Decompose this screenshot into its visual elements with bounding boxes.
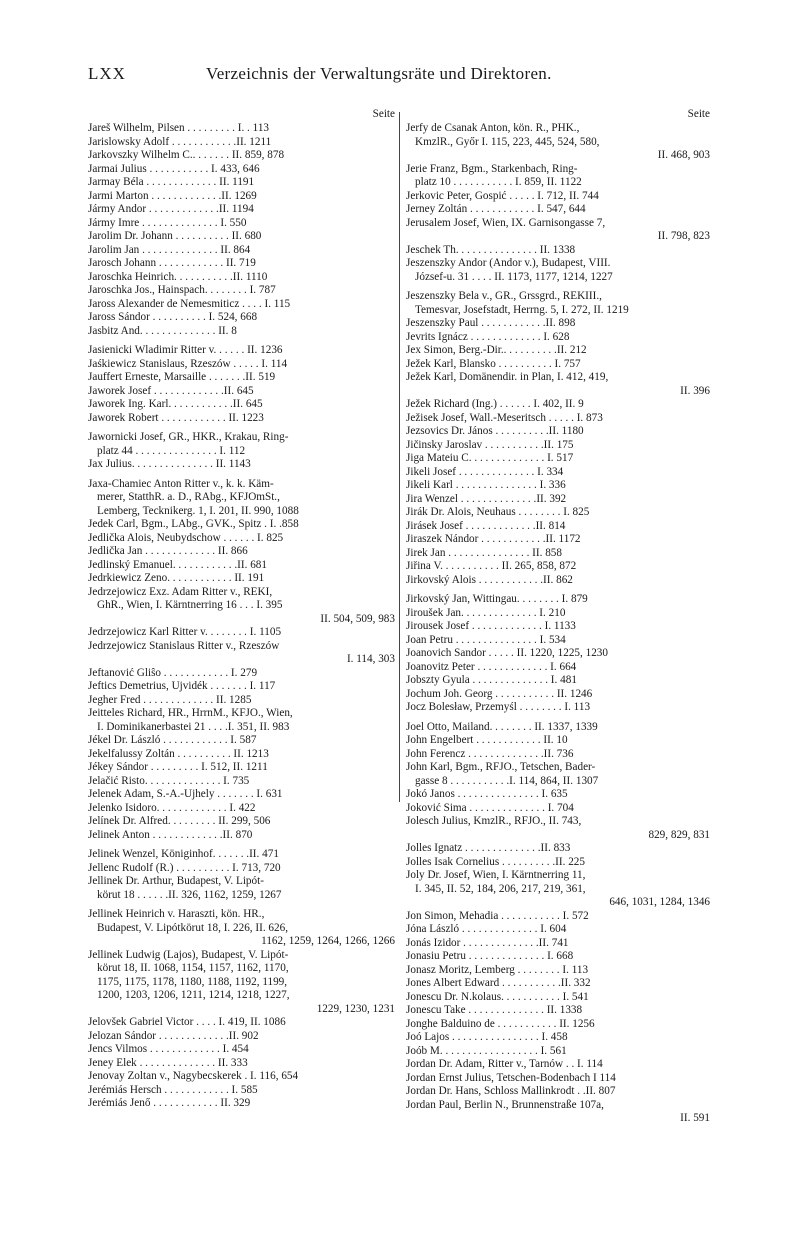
entry-line: Jerie Franz, Bgm., Starkenbach, Ring- [406, 162, 578, 175]
index-entry [88, 458, 395, 472]
entry-continuation-line: II. 396 [680, 384, 710, 397]
index-entry [88, 244, 395, 258]
index-entry [88, 640, 395, 667]
entry-continuation-line: 829, 829, 831 [648, 828, 710, 841]
entry-line: Jareš Wilhelm, Pilsen . . . . . . . . . I. . 113 [88, 122, 270, 134]
index-entry [88, 694, 395, 708]
entry-line: Jármy Imre . . . . . . . . . . . . . . I. 550 [88, 216, 247, 229]
index-entry [88, 325, 395, 339]
entry-line: Jaross Sándor . . . . . . . . . . I. 524, 668 [88, 311, 258, 323]
index-entry [88, 431, 395, 458]
entry-line: Jedrzejowicz Exz. Adam Ritter v., REKI, [88, 585, 273, 598]
index-entry [406, 661, 710, 675]
entry-line: Jirek Jan . . . . . . . . . . . . . . . II. 858 [406, 546, 562, 559]
entry-line: Jelenek Adam, S.-A.-Ujhely . . . . . . . I. 631 [88, 788, 283, 800]
entry-continuation-line: I. 114, 303 [346, 653, 395, 665]
entry-line: Jerfy de Csanak Anton, kön. R., PHK., [406, 122, 580, 134]
entry-line: Jaxa-Chamiec Anton Ritter v., k. k. Käm- [88, 477, 274, 490]
entry-continuation-line: KmzlR., Győr I. 115, 223, 445, 524, 580, [415, 135, 600, 148]
index-entry [406, 593, 710, 607]
entry-line: Jerkovic Peter, Gospić . . . . . I. 712, II. 744 [406, 189, 599, 202]
entry-continuation-line: platz 10 . . . . . . . . . . . I. 859, II. 1122 [415, 176, 582, 188]
entry-line: Jekelfalussy Zoltán . . . . . . . . . . II. 1213 [88, 747, 269, 760]
index-column-right [406, 108, 710, 1126]
index-entry [88, 788, 395, 802]
index-entry [88, 1084, 395, 1098]
index-entry [406, 950, 710, 964]
entry-line: Jarmay Béla . . . . . . . . . . . . . II. 1191 [88, 176, 255, 188]
index-entry [406, 1085, 710, 1099]
entry-continuation-line: II. 504, 509, 983 [320, 612, 395, 625]
index-entry [406, 1058, 710, 1072]
entry-continuation-line: Budapest, V. Lipótkörut 18, I. 226, II. 626, [97, 921, 289, 934]
index-entry [88, 532, 395, 546]
entry-line: Jeszenszky Andor (Andor v.), Budapest, VIII. [406, 257, 611, 269]
entry-line: Jirkovský Alois . . . . . . . . . . . .II. 862 [406, 573, 573, 586]
index-entry [406, 991, 710, 1005]
page-number-roman: LXX [88, 64, 126, 83]
index-entry [88, 385, 395, 399]
index-entry [88, 371, 395, 385]
entry-line: Jaroschka Jos., Hainspach. . . . . . . . I. 787 [88, 284, 276, 296]
index-entry [406, 317, 710, 331]
entry-line: Jarislowsky Adolf . . . . . . . . . . . .II. 1211 [88, 135, 272, 148]
index-entry [88, 190, 395, 204]
index-entry [406, 688, 710, 702]
index-entry [406, 331, 710, 345]
index-entry [406, 937, 710, 951]
index-entry [406, 1004, 710, 1018]
entry-line: Jellinek Ludwig (Lajos), Budapest, V. Lipót- [88, 948, 289, 961]
entry-line: Jordan Ernst Julius, Tetschen-Bodenbach I 114 [406, 1071, 616, 1084]
column-divider [399, 112, 400, 802]
entry-line: Jerney Zoltán . . . . . . . . . . . . I. 547, 644 [406, 203, 586, 215]
index-entry [406, 734, 710, 748]
entry-line: Jasbitz And. . . . . . . . . . . . . . II. 8 [88, 324, 237, 337]
index-entry [88, 775, 395, 789]
index-entry [406, 371, 710, 398]
entry-line: Jarkovszky Wilhelm C.. . . . . . . II. 859, 878 [88, 149, 285, 161]
entry-line: Jochum Joh. Georg . . . . . . . . . . . II. 1246 [406, 687, 593, 700]
index-entry [88, 829, 395, 843]
index-entry [88, 257, 395, 271]
entry-line: Jolles Ignatz . . . . . . . . . . . . . .II. 833 [406, 842, 571, 854]
entry-line: Jedrzejowicz Stanislaus Ritter v., Rzeszów [88, 639, 280, 652]
entry-line: Jellinek Dr. Arthur, Budapest, V. Lipót- [88, 875, 264, 887]
entry-line: Jelozan Sándor . . . . . . . . . . . . .II. 902 [88, 1029, 259, 1042]
entry-line: Joel Otto, Mailand. . . . . . . . II. 1337, 1339 [406, 720, 598, 733]
entry-line: Jerusalem Josef, Wien, IX. Garnisongasse 7, [406, 216, 606, 229]
entry-line: Jarmi Marton . . . . . . . . . . . . .II. 1269 [88, 189, 257, 202]
index-entry [406, 425, 710, 439]
entry-line: Jonasz Moritz, Lemberg . . . . . . . . I. 113 [406, 963, 589, 976]
index-entry [88, 559, 395, 573]
index-entry [88, 1016, 395, 1030]
index-entry [406, 1099, 710, 1126]
index-entry [406, 701, 710, 715]
index-entry [88, 862, 395, 876]
entry-line: Jedlička Jan . . . . . . . . . . . . . II. 866 [88, 545, 248, 557]
index-entry [88, 802, 395, 816]
index-entry [406, 412, 710, 426]
entry-line: Jeszenszky Bela v., GR., Grssgrd., REKIII., [406, 290, 602, 302]
entry-continuation-line: II. 591 [680, 1112, 710, 1124]
entry-line: Jezsovics Dr. János . . . . . . . . . .II. 1180 [406, 425, 584, 437]
index-entry [406, 607, 710, 621]
index-entry [406, 398, 710, 412]
index-entry [406, 122, 710, 163]
entry-line: Jolles Isak Cornelius . . . . . . . . . .II. 225 [406, 855, 585, 868]
entry-line: Jedlička Alois, Neubydschow . . . . . . I. 825 [88, 531, 284, 544]
entry-line: Jarolim Jan . . . . . . . . . . . . . . II. 864 [88, 243, 251, 256]
entry-line: Joković Sima . . . . . . . . . . . . . . I. 704 [406, 801, 574, 814]
index-entry [88, 949, 395, 1017]
index-entry [88, 203, 395, 217]
entry-line: Jonescu Dr. N.kolaus. . . . . . . . . . . I. 541 [406, 990, 589, 1003]
index-entry [88, 626, 395, 640]
index-entry [88, 586, 395, 627]
index-entry [406, 358, 710, 372]
index-entry [88, 122, 395, 136]
entry-line: Jármy Andor . . . . . . . . . . . . .II. 1194 [88, 203, 254, 215]
index-entry [406, 647, 710, 661]
entry-line: John Ferencz . . . . . . . . . . . . . .II. 736 [406, 747, 574, 760]
entry-line: Jelovšek Gabriel Victor . . . . I. 419, II. 1086 [88, 1016, 286, 1028]
entry-line: Ježisek Josef, Wall.-Meseritsch . . . . . I. 873 [406, 411, 603, 424]
entry-line: Jencs Vilmos . . . . . . . . . . . . . I. 454 [88, 1043, 249, 1055]
entry-line: Jelinek Wenzel, Königinhof. . . . . . .II. 471 [88, 848, 279, 860]
index-entry [88, 176, 395, 190]
entry-line: Jaworek Robert . . . . . . . . . . . . II. 1223 [88, 411, 264, 424]
entry-line: Jonás Izidor . . . . . . . . . . . . . .II. 741 [406, 936, 569, 949]
entry-line: Jiřina V. . . . . . . . . . . II. 265, 858, 872 [406, 560, 577, 572]
entry-continuation-line: I. 345, II. 52, 184, 206, 217, 219, 361, [415, 882, 586, 895]
entry-continuation-line: II. 468, 903 [657, 149, 710, 161]
index-entry [406, 815, 710, 842]
seite-label-right: Seite [687, 108, 710, 120]
index-entry [406, 869, 710, 910]
entry-line: Jarosch Johann . . . . . . . . . . . . II. 719 [88, 257, 256, 269]
entry-line: Jordan Dr. Adam, Ritter v., Tarnów . . I. 114 [406, 1058, 603, 1070]
entry-line: Jirkovský Jan, Wittingau. . . . . . . . I. 879 [406, 593, 588, 605]
entry-continuation-line: I. Dominikanerbastei 21 . . . .I. 351, II. 983 [97, 720, 290, 733]
index-entry [406, 439, 710, 453]
entry-line: Jeitteles Richard, HR., HrrnM., KFJO., Wien, [88, 707, 293, 719]
entry-continuation-line: GhR., Wien, I. Kärntnerring 16 . . . I. 395 [97, 599, 283, 611]
index-entry [406, 533, 710, 547]
index-entry [406, 761, 710, 788]
entry-continuation-line: 1175, 1175, 1178, 1180, 1188, 1192, 1199, [97, 975, 288, 988]
index-entry [406, 190, 710, 204]
index-entry [406, 257, 710, 284]
index-entry [406, 721, 710, 735]
entry-line: Jones Albert Edward . . . . . . . . . . .II. 332 [406, 977, 591, 989]
entry-continuation-line: 646, 1031, 1284, 1346 [609, 896, 710, 908]
entry-line: Jékey Sándor . . . . . . . . . I. 512, II. 1211 [88, 761, 268, 773]
entry-line: Jelačić Risto. . . . . . . . . . . . . . I. 735 [88, 774, 250, 787]
entry-continuation-line: platz 44 . . . . . . . . . . . . . . . I. 112 [97, 444, 246, 457]
entry-line: Jirák Dr. Alois, Neuhaus . . . . . . . . I. 825 [406, 506, 590, 518]
index-entry [88, 149, 395, 163]
index-entry [406, 560, 710, 574]
entry-line: Jex Simon, Berg.-Dir.. . . . . . . . . .II. 212 [406, 344, 587, 356]
index-entry [88, 358, 395, 372]
index-entry [88, 412, 395, 426]
index-entry [88, 271, 395, 285]
entry-line: Jedlinský Emanuel. . . . . . . . . . . .II. 681 [88, 558, 267, 571]
entry-line: Jedrkiewicz Zeno. . . . . . . . . . . . II. 191 [88, 572, 265, 584]
page-title: Verzeichnis der Verwaltungsräte und Direktoren. [206, 64, 552, 83]
index-entry [406, 634, 710, 648]
entry-line: Jellinek Heinrich v. Haraszti, kön. HR., [88, 908, 265, 920]
entry-line: Jonghe Balduino de . . . . . . . . . . . II. 1256 [406, 1017, 595, 1030]
entry-continuation-line: József-u. 31 . . . . II. 1173, 1177, 1214, 1227 [415, 270, 613, 283]
index-entry [88, 1070, 395, 1084]
index-entry [406, 244, 710, 258]
index-entry [406, 748, 710, 762]
entry-line: Jelenko Isidoro. . . . . . . . . . . . . I. 422 [88, 801, 256, 814]
entry-line: Jarmai Julius . . . . . . . . . . . I. 433, 646 [88, 162, 260, 175]
entry-line: Jaross Alexander de Nemesmiticz . . . . I. 115 [88, 297, 291, 310]
index-entry [406, 574, 710, 588]
entry-line: Ježek Karl, Domänendir. in Plan, I. 412, 419, [406, 371, 609, 383]
page-header [88, 64, 728, 88]
index-entry [406, 452, 710, 466]
entry-line: Joanovich Sandor . . . . . II. 1220, 1225, 1230 [406, 647, 608, 659]
entry-line: Jedek Carl, Bgm., LAbg., GVK., Spitz . I. .858 [88, 518, 299, 530]
entry-continuation-line: gasse 8 . . . . . . . . . . .I. 114, 864, II. 1307 [415, 774, 599, 787]
index-entry [406, 217, 710, 244]
index-entry [406, 788, 710, 802]
entry-continuation-line: Lemberg, Tecknikerg. 1, I. 201, II. 990, 1088 [97, 504, 299, 517]
index-entry [88, 344, 395, 358]
index-entry [406, 163, 710, 190]
index-entry [88, 734, 395, 748]
index-entry [88, 815, 395, 829]
entry-line: Jerémiás Jenő . . . . . . . . . . . . II. 329 [88, 1097, 251, 1109]
entry-line: Jiga Mateiu C. . . . . . . . . . . . . . I. 517 [406, 452, 574, 464]
index-entry [88, 217, 395, 231]
index-entry [88, 1043, 395, 1057]
index-entry [88, 298, 395, 312]
entry-line: Jelinek Anton . . . . . . . . . . . . .II. 870 [88, 828, 253, 841]
entry-continuation-line: 1200, 1203, 1206, 1211, 1214, 1218, 1227, [97, 989, 290, 1001]
entry-line: Joanovitz Peter . . . . . . . . . . . . . I. 664 [406, 660, 577, 673]
entry-line: Joó Lajos . . . . . . . . . . . . . . . . I. 458 [406, 1031, 568, 1043]
entry-line: Jaśkiewicz Stanislaus, Rzeszów . . . . . I. 114 [88, 357, 288, 370]
index-entry [406, 344, 710, 358]
index-entry [88, 1097, 395, 1111]
index-entry [88, 572, 395, 586]
entry-line: Jirousek Josef . . . . . . . . . . . . . I. 1133 [406, 620, 576, 632]
index-entry [88, 284, 395, 298]
entry-line: Jikeli Karl . . . . . . . . . . . . . . . I. 336 [406, 479, 566, 491]
seite-label-left: Seite [372, 108, 395, 120]
entry-continuation-line: 1229, 1230, 1231 [316, 1002, 395, 1015]
entry-line: Jon Simon, Mehadia . . . . . . . . . . . I. 572 [406, 909, 589, 922]
index-entry [406, 520, 710, 534]
entry-line: Jauffert Erneste, Marsaille . . . . . . .II. 519 [88, 371, 276, 383]
entry-line: Jokó Janos . . . . . . . . . . . . . . . I. 635 [406, 788, 568, 800]
entry-line: Jonescu Take . . . . . . . . . . . . . . II. 1338 [406, 1004, 583, 1016]
entry-line: Jordan Dr. Hans, Schloss Mallinkrodt . .II. 807 [406, 1085, 616, 1097]
index-entry [88, 908, 395, 949]
index-entry [406, 856, 710, 870]
entry-line: Jeney Elek . . . . . . . . . . . . . . II. 333 [88, 1056, 248, 1069]
entry-continuation-line: 1162, 1259, 1264, 1266, 1266 [261, 935, 395, 947]
entry-line: John Engelbert . . . . . . . . . . . . II. 10 [406, 734, 568, 746]
entry-line: Jasienicki Wladimir Ritter v. . . . . . II. 1236 [88, 344, 283, 356]
entry-line: Jaroschka Heinrich. . . . . . . . . . .II. 1110 [88, 270, 268, 283]
index-entry [406, 1018, 710, 1032]
index-entry [406, 977, 710, 991]
entry-line: Jolesch Julius, KmzlR., RFJO., II. 743, [406, 815, 582, 827]
entry-line: Jax Julius. . . . . . . . . . . . . . . II. 1143 [88, 458, 251, 470]
index-entry [406, 479, 710, 493]
entry-line: Joób M. . . . . . . . . . . . . . . . . . I. 561 [406, 1044, 567, 1057]
index-entry [406, 923, 710, 937]
entry-line: Jonasiu Petru . . . . . . . . . . . . . . I. 668 [406, 950, 574, 962]
index-entry [406, 910, 710, 924]
entry-line: Jeftics Demetrius, Ujvidék . . . . . . . I. 117 [88, 680, 276, 692]
index-entry [88, 707, 395, 734]
index-entry [88, 667, 395, 681]
entry-line: Jordan Paul, Berlin N., Brunnenstraße 107a, [406, 1098, 604, 1111]
entry-line: Jičinsky Jaroslav . . . . . . . . . . .II. 175 [406, 438, 574, 451]
index-entry [88, 680, 395, 694]
index-entry [406, 466, 710, 480]
index-entry [406, 1031, 710, 1045]
entry-line: Jeftanović Gliŝo . . . . . . . . . . . . I. 279 [88, 666, 258, 679]
index-entry [406, 802, 710, 816]
entry-line: Jira Wenzel . . . . . . . . . . . . . .II. 392 [406, 492, 567, 505]
entry-line: Jeschek Th. . . . . . . . . . . . . . . II. 1338 [406, 243, 576, 256]
index-entry [88, 875, 395, 902]
index-column-left [88, 108, 395, 1111]
entry-line: Jiroušek Jan. . . . . . . . . . . . . . I. 210 [406, 606, 566, 619]
entry-line: Jikeli Josef . . . . . . . . . . . . . . I. 334 [406, 465, 564, 478]
entry-line: Joan Petru . . . . . . . . . . . . . . . I. 534 [406, 633, 566, 646]
entry-line: Jaworek Ing. Karl. . . . . . . . . . . .II. 645 [88, 398, 263, 410]
index-entry [406, 547, 710, 561]
entry-line: Jocz Bolesław, Przemyśl . . . . . . . . I. 113 [406, 701, 591, 713]
entry-line: John Karl, Bgm., RFJO., Tetschen, Bader- [406, 761, 596, 773]
entry-line: Jegher Fred . . . . . . . . . . . . . II. 1285 [88, 693, 252, 706]
entry-line: Jarolim Dr. Johann . . . . . . . . . . II. 680 [88, 230, 262, 242]
entry-line: Jevrits Ignácz . . . . . . . . . . . . . I. 628 [406, 330, 570, 343]
entry-line: Jaworek Josef . . . . . . . . . . . . .II. 645 [88, 384, 254, 397]
entry-continuation-line: merer, StatthR. a. D., RAbg., KFJOmSt., [97, 491, 280, 503]
entry-line: Jobszty Gyula . . . . . . . . . . . . . . I. 481 [406, 674, 577, 686]
index-entry [88, 545, 395, 559]
index-entry [406, 674, 710, 688]
entry-line: Jelínek Dr. Alfred. . . . . . . . . II. 299, 506 [88, 815, 271, 827]
index-entry [88, 398, 395, 412]
entry-line: Jeszenszky Paul . . . . . . . . . . . .II. 898 [406, 317, 576, 329]
index-entry [406, 506, 710, 520]
entry-continuation-line: körut 18 . . . . . .II. 326, 1162, 1259, 1267 [97, 888, 282, 901]
entry-line: Jékel Dr. László . . . . . . . . . . . . I. 587 [88, 734, 257, 746]
index-entry [406, 964, 710, 978]
entry-continuation-line: II. 798, 823 [657, 230, 710, 242]
entry-line: Jóna László . . . . . . . . . . . . . . I. 604 [406, 923, 567, 935]
index-entry [88, 311, 395, 325]
index-entry [88, 748, 395, 762]
entry-line: Jenovay Zoltan v., Nagybecskerek . I. 116, 654 [88, 1070, 299, 1082]
index-entry [406, 493, 710, 507]
entry-line: Ježek Karl, Blansko . . . . . . . . . . I. 757 [406, 357, 581, 370]
index-entry [88, 478, 395, 519]
index-entry [88, 518, 395, 532]
entry-line: Jawornicki Josef, GR., HKR., Krakau, Ring- [88, 431, 289, 443]
entry-line: Jedrzejowicz Karl Ritter v. . . . . . . . I. 1105 [88, 626, 282, 638]
index-entry [88, 848, 395, 862]
index-entry [88, 1057, 395, 1071]
index-entry [88, 163, 395, 177]
entry-continuation-line: körut 18, II. 1068, 1154, 1157, 1162, 1170, [97, 962, 289, 974]
index-entry [88, 230, 395, 244]
index-entry [88, 1030, 395, 1044]
index-entry [88, 761, 395, 775]
index-entry [406, 1045, 710, 1059]
index-entry [88, 136, 395, 150]
index-entry [406, 290, 710, 317]
index-entry [406, 842, 710, 856]
entry-line: Jirásek Josef . . . . . . . . . . . . .II. 814 [406, 519, 566, 532]
index-entry [406, 203, 710, 217]
entry-continuation-line: Temesvar, Josefstadt, Herrng. 5, I. 272, II. 1219 [415, 303, 629, 316]
index-entry [406, 620, 710, 634]
entry-line: Joly Dr. Josef, Wien, I. Kärntnerring 11, [406, 869, 586, 881]
index-entry [406, 1072, 710, 1086]
entry-line: Jiraszek Nándor . . . . . . . . . . . .II. 1172 [406, 533, 581, 545]
entry-line: Jerémiás Hersch . . . . . . . . . . . . I. 585 [88, 1083, 258, 1096]
entry-line: Jellenc Rudolf (R.) . . . . . . . . . . I. 713, 720 [88, 861, 281, 874]
entry-line: Ježek Richard (Ing.) . . . . . . I. 402, II. 9 [406, 398, 584, 410]
